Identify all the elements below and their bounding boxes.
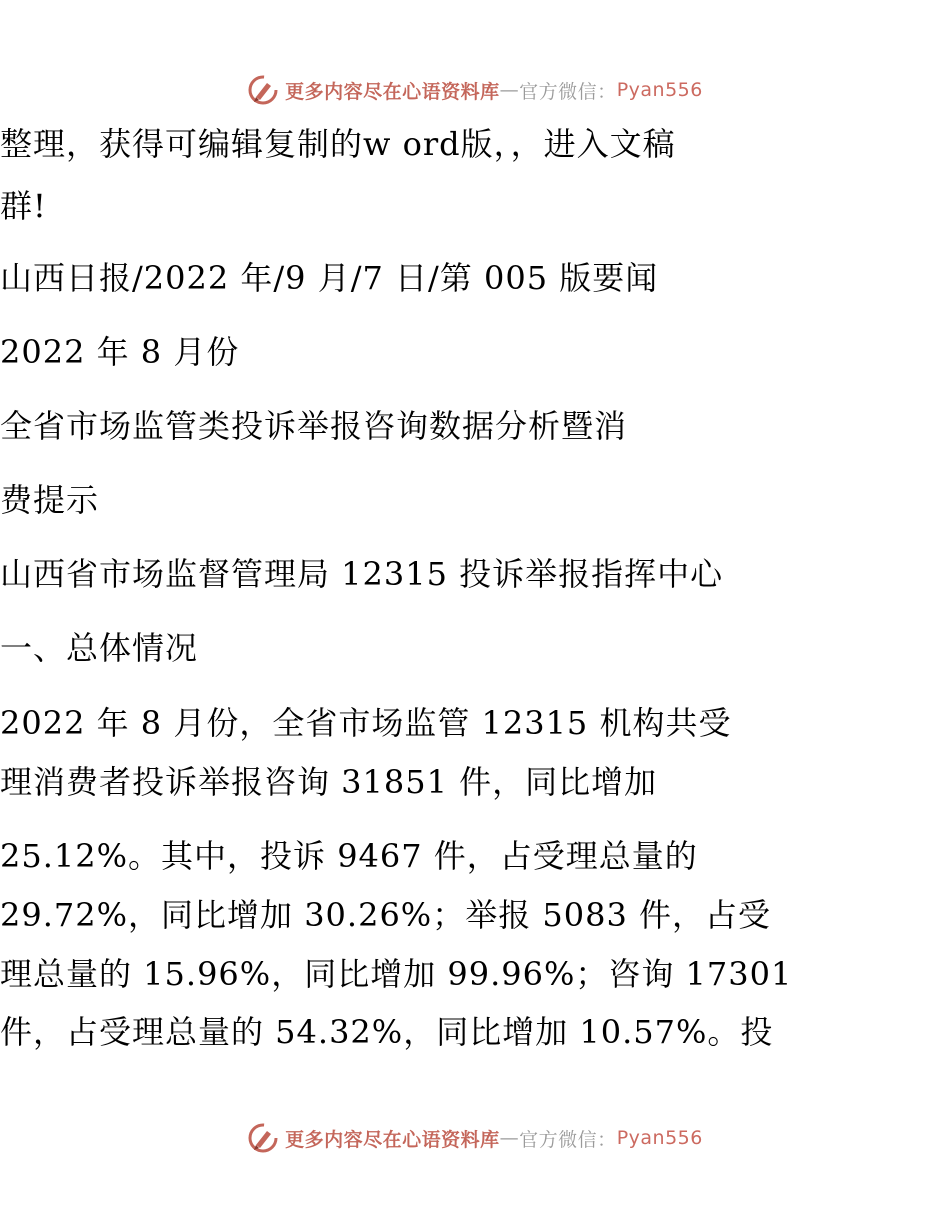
pen-logo-icon (247, 74, 279, 106)
document-title-line: 全省市场监管类投诉举报咨询数据分析暨消 (0, 407, 628, 445)
pen-logo-icon (247, 1122, 279, 1154)
body-line: 件，占受理总量的 54.32%，同比增加 10.57%。投 (0, 1013, 774, 1051)
body-line: 2022 年 8 月份 (0, 333, 240, 371)
watermark-text: 更多内容尽在心语资料库 (285, 1128, 500, 1151)
body-line: 2022 年 8 月份，全省市场监管 12315 机构共受 (0, 704, 732, 742)
body-line: 群! (0, 187, 47, 225)
watermark-banner-bottom (0, 1118, 950, 1158)
body-line: 整理，获得可编辑复制的w ord版，，进入文稿 (0, 125, 676, 163)
watermark-wechat-id: Pyan556 (616, 1127, 703, 1149)
watermark-text: 更多内容尽在心语资料库 (285, 80, 500, 103)
body-line: 理总量的 15.96%，同比增加 99.96%；咨询 17301 (0, 955, 793, 993)
watermark-wechat-id: Pyan556 (616, 79, 703, 101)
watermark-banner-top (0, 70, 950, 110)
section-heading: 一、总体情况 (0, 629, 199, 667)
author-line: 山西省市场监督管理局 12315 投诉举报指挥中心 (0, 555, 724, 593)
watermark-separator: — (499, 1127, 520, 1149)
body-line: 山西日报/2022 年/9 月/7 日/第 005 版要闻 (0, 259, 659, 297)
body-line: 理消费者投诉举报咨询 31851 件，同比增加 (0, 763, 658, 801)
document-title-line: 费提示 (0, 481, 100, 519)
watermark-separator: — (499, 79, 520, 101)
body-line: 25.12%。其中，投诉 9467 件，占受理总量的 (0, 837, 698, 875)
watermark-wechat-label: 官方微信： (519, 1128, 617, 1151)
body-line: 29.72%，同比增加 30.26%；举报 5083 件，占受 (0, 896, 771, 934)
watermark-wechat-label: 官方微信： (519, 80, 617, 103)
